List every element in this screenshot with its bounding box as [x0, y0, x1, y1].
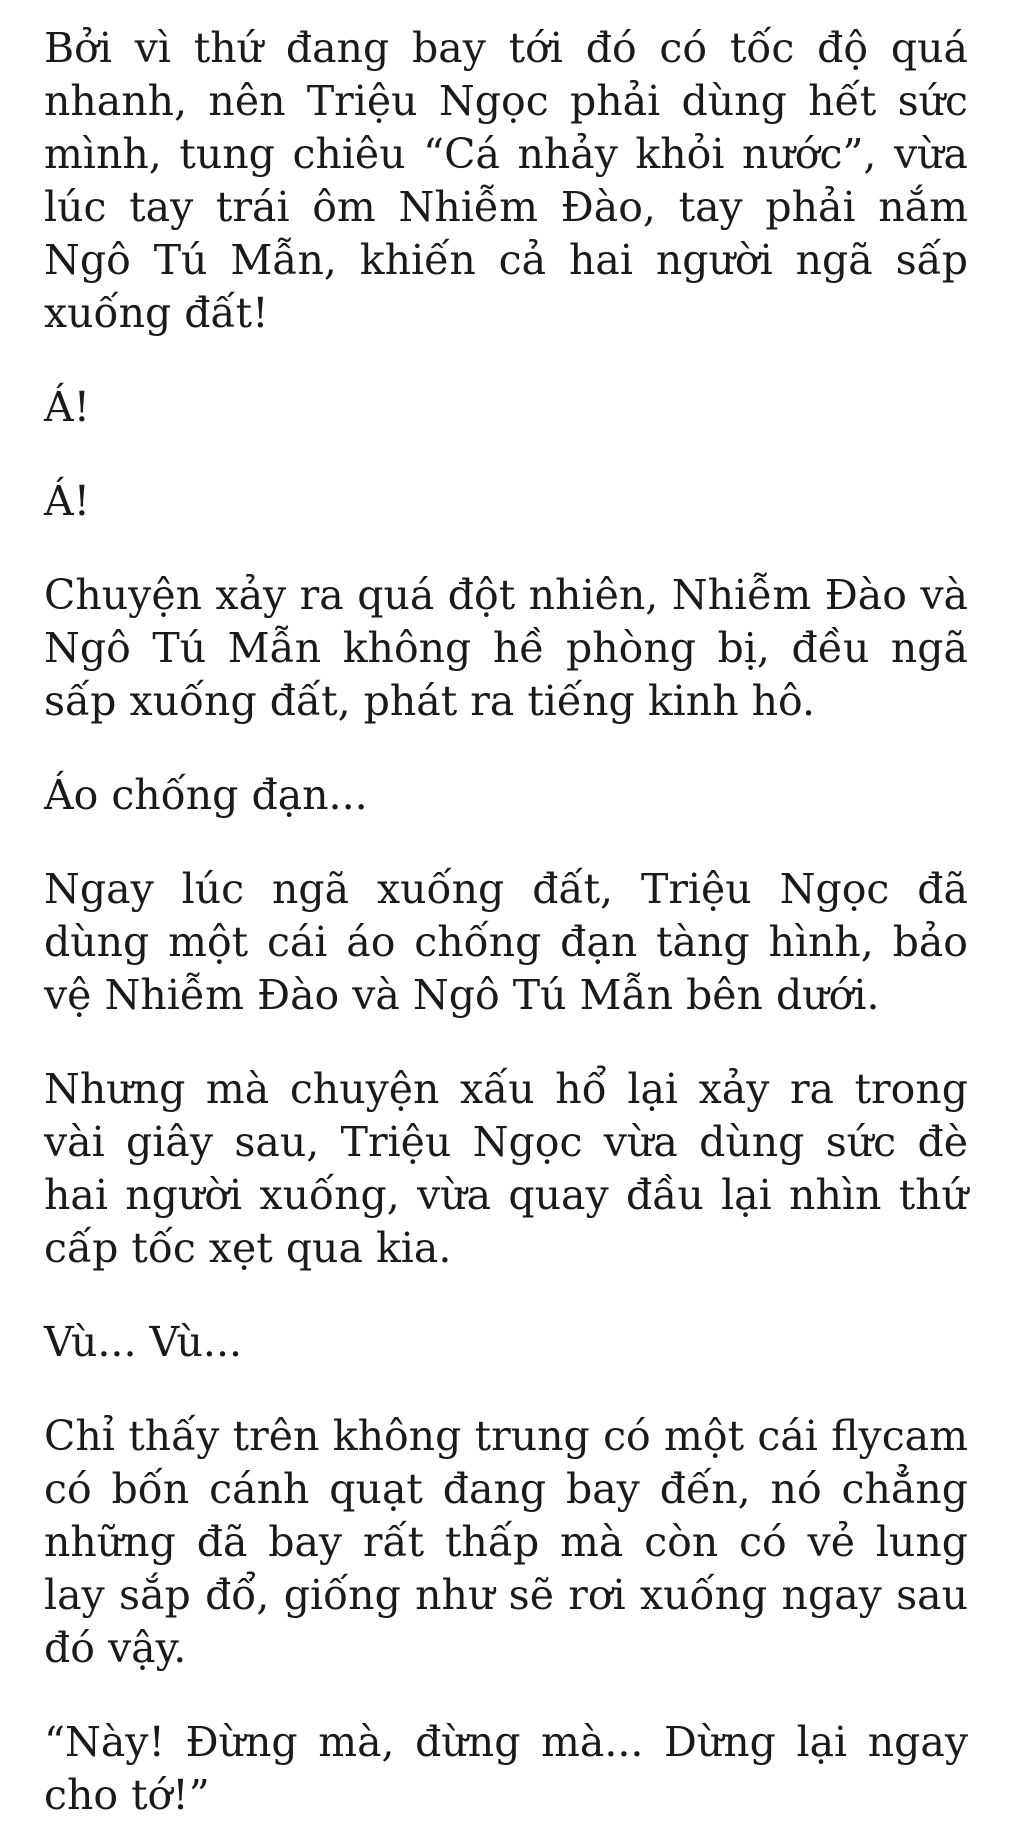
paragraph-2: Á! — [44, 383, 91, 431]
paragraph-1: Bởi vì thứ đang bay tới đó có tốc độ quá nhanh, nên Triệu Ngọc phải dùng hết sức mình, tung chiêu “Cá nhảy khỏi nước”, vừa lúc tay trái ôm Nhiễm Đào, tay phải nắm Ngô Tú Mẫn, khiến cả hai người ngã sấp xuống đất! — [44, 24, 968, 337]
paragraph-10: “Này! Đừng mà, đừng mà... Dừng lại ngay cho tớ!” — [44, 1718, 968, 1819]
paragraph-3: Á! — [44, 477, 91, 525]
paragraph-5: Áo chống đạn... — [44, 771, 368, 819]
paragraph-7: Nhưng mà chuyện xấu hổ lại xảy ra trong vài giây sau, Triệu Ngọc vừa dùng sức đè hai người xuống, vừa quay đầu lại nhìn thứ cấp tốc xẹt qua kia. — [44, 1065, 968, 1272]
paragraph-8: Vù... Vù... — [44, 1318, 243, 1366]
paragraph-6: Ngay lúc ngã xuống đất, Triệu Ngọc đã dùng một cái áo chống đạn tàng hình, bảo vệ Nhiễm Đào và Ngô Tú Mẫn bên dưới. — [44, 865, 968, 1019]
paragraph-4: Chuyện xảy ra quá đột nhiên, Nhiễm Đào và Ngô Tú Mẫn không hề phòng bị, đều ngã sấp xuống đất, phát ra tiếng kinh hô. — [44, 571, 968, 725]
paragraph-9: Chỉ thấy trên không trung có một cái flycam có bốn cánh quạt đang bay đến, nó chẳng những đã bay rất thấp mà còn có vẻ lung lay sắp đổ, giống như sẽ rơi xuống ngay sau đó vậy. — [44, 1412, 968, 1672]
